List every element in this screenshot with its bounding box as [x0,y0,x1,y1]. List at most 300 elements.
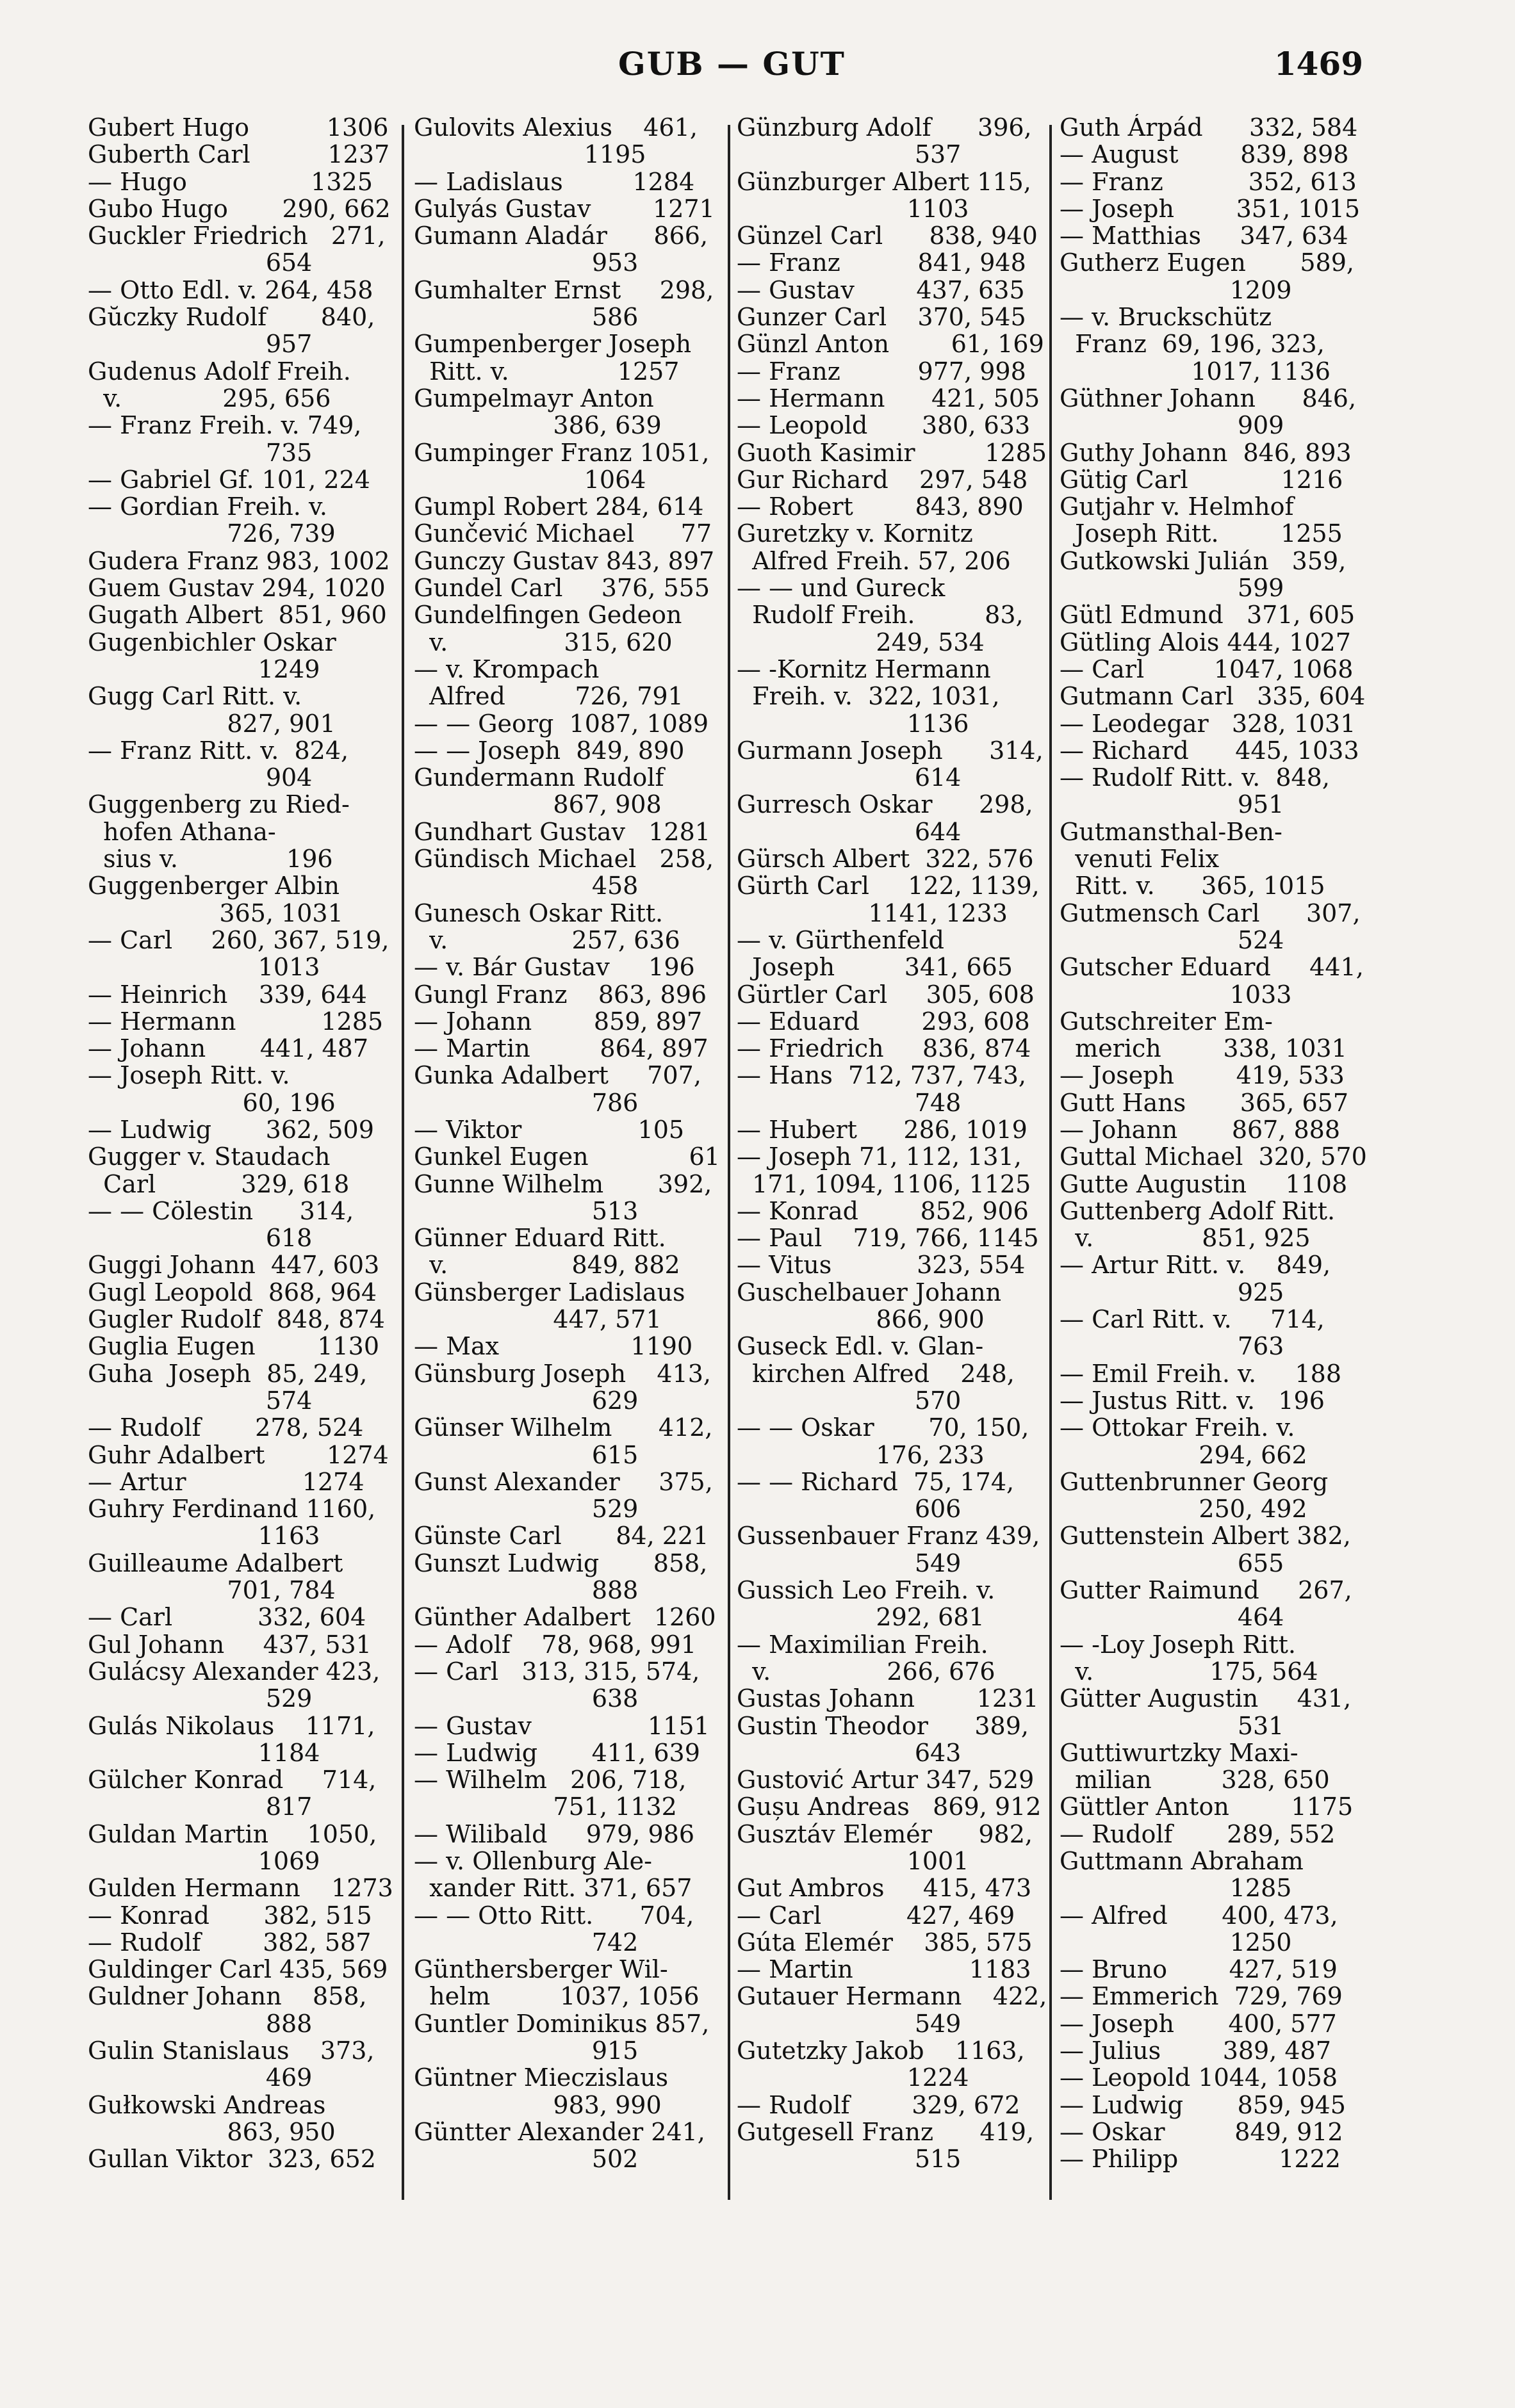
index-entry-line: Gütter Augustin 431, [1060,1684,1352,1713]
index-entry-line: Gurresch Oskar 298, [737,790,1033,819]
index-entry-line: — Rudolf Ritt. v. 848, [1060,763,1330,792]
index-entry-line: 537 [737,140,962,169]
index-entry-line: — -Kornitz Hermann [737,655,991,683]
index-entry-line: 176, 233 [737,1440,985,1469]
index-entry-line: Gugler Rudolf 848, 874 [88,1305,385,1334]
index-entry-line: — Carl 427, 469 [737,1901,1015,1930]
index-entry-line: — Johann 859, 897 [414,1007,703,1036]
index-entry-line: Gullan Viktor 323, 652 [88,2145,376,2174]
index-entry-line: xander Ritt. 371, 657 [414,1874,692,1903]
index-entry-line: — Hugo 1325 [88,167,373,196]
index-entry-line: milian 328, 650 [1060,1766,1330,1794]
index-entry-line: Gutgesell Franz 419, [737,2117,1035,2146]
index-entry-line: Gugl Leopold 868, 964 [88,1278,377,1306]
index-entry-line: — Franz Freih. v. 749, [88,411,362,440]
column-divider [1049,125,1052,2200]
index-entry-line: — Adolf 78, 968, 991 [414,1630,696,1659]
index-entry-line: — Ladislaus 1284 [414,167,695,196]
index-entry-line: 827, 901 [88,709,336,738]
index-entry-line: 925 [1060,1278,1284,1306]
index-entry-line: Gürtler Carl 305, 608 [737,980,1035,1009]
index-entry-line: 629 [414,1386,639,1415]
index-entry-line: 606 [737,1495,962,1524]
index-entry-line: Gutmann Carl 335, 604 [1060,682,1366,711]
index-entry-line: Gutter Raimund 267, [1060,1576,1352,1605]
index-entry-line: v. 315, 620 [414,628,673,656]
index-entry-line: 1224 [737,2063,969,2092]
index-entry-line: Ritt. v. 365, 1015 [1060,872,1325,900]
index-entry-line: hofen Athana- [88,817,276,846]
index-entry-line: 570 [737,1386,962,1415]
index-entry-line: 513 [414,1196,639,1225]
index-entry-line: kirchen Alfred 248, [737,1359,1015,1388]
index-entry-line: Güttler Anton 1175 [1060,1793,1354,1821]
index-entry-line: 464 [1060,1603,1284,1632]
index-entry-line: Guoth Kasimir 1285 [737,438,1047,467]
index-entry-line: 447, 571 [414,1305,662,1334]
index-entry-line: — Ludwig 362, 509 [88,1115,374,1144]
index-entry-line: Gündisch Michael 258, [414,845,714,874]
index-entry-line: sius v. 196 [88,845,333,874]
index-entry-line: v. 266, 676 [737,1657,995,1686]
index-entry-line: Guthy Johann 846, 893 [1060,438,1352,467]
index-entry-line: — v. Krompach [414,655,600,683]
index-entry-line: Gŭczky Rudolf 840, [88,303,375,332]
index-entry-line: 866, 900 [737,1305,985,1334]
index-entry-line: Guggi Johann 447, 603 [88,1251,380,1280]
index-entry-line: 1141, 1233 [737,899,1008,927]
index-entry-line: Gugger v. Staudach [88,1143,331,1171]
index-entry-line: 655 [1060,1549,1284,1577]
index-entry-line: Gunčević Michael 77 [414,519,712,548]
index-entry-line: — Johann 867, 888 [1060,1115,1341,1144]
index-entry-line: — Rudolf 382, 587 [88,1928,372,1956]
index-entry-line: — Ottokar Freih. v. [1060,1413,1295,1442]
index-entry-line: — Johann 441, 487 [88,1034,369,1063]
index-entry-line: Gumpl Robert 284, 614 [414,492,704,521]
index-entry-line: — Alfred 400, 473, [1060,1901,1338,1930]
index-entry-line: — Leopold 380, 633 [737,411,1031,440]
index-entry-line: — Hermann 421, 505 [737,384,1040,412]
index-entry-line: Gussenbauer Franz 439, [737,1522,1040,1550]
index-entry-line: 365, 1031 [88,899,343,927]
index-entry-line: Gürth Carl 122, 1139, [737,872,1040,900]
index-entry-line: — v. Ollenburg Ale- [414,1847,652,1875]
index-entry-line: Günzel Carl 838, 940 [737,222,1038,250]
index-entry-line: 386, 639 [414,411,662,440]
index-entry-line: v. 257, 636 [414,925,680,954]
index-entry-line: Gütl Edmund 371, 605 [1060,601,1355,630]
index-entry-line: Gunne Wilhelm 392, [414,1169,712,1198]
index-entry-line: — — Joseph 849, 890 [414,736,685,765]
index-entry-line: Guttal Michael 320, 570 [1060,1143,1367,1171]
index-entry-line: Günsberger Ladislaus [414,1278,685,1306]
page-number: 1469 [1273,45,1363,83]
index-entry-line: — Justus Ritt. v. 196 [1060,1386,1325,1415]
index-entry-line: Gugg Carl Ritt. v. [88,682,302,711]
page-header-title: GUB — GUT [618,45,846,83]
index-entry-line: — Viktor 105 [414,1115,685,1144]
index-entry-line: Guckler Friedrich 271, [88,222,386,250]
index-entry-line: v. 851, 925 [1060,1224,1311,1253]
index-entry-line: — Artur 1274 [88,1467,364,1496]
index-entry-line: Gutherz Eugen 589, [1060,248,1354,277]
index-entry-line: Gulás Nikolaus 1171, [88,1711,375,1740]
index-entry-line: Günther Adalbert 1260 [414,1603,716,1632]
index-entry-line: — Carl 332, 604 [88,1603,366,1632]
index-entry-line: 250, 492 [1060,1495,1307,1524]
index-entry-line: — Joseph 351, 1015 [1060,194,1361,223]
index-entry-line: Gur Richard 297, 548 [737,465,1028,494]
index-entry-line: Güntner Mieczislaus [414,2063,669,2092]
index-entry-line: — Martin 864, 897 [414,1034,708,1063]
index-entry-line: Guth Árpád 332, 584 [1060,114,1358,142]
index-entry-line: — Robert 843, 890 [737,492,1024,521]
index-entry-line: Guldner Johann 858, [88,1982,367,2011]
index-entry-line: — Heinrich 339, 644 [88,980,367,1009]
index-entry-line: 1250 [1060,1928,1292,1956]
index-entry-line: — Franz 841, 948 [737,248,1026,277]
index-entry-line: Gungl Franz 863, 896 [414,980,707,1009]
index-entry-line: Gutetzky Jakob 1163, [737,2037,1025,2065]
index-entry-line: 904 [88,763,313,792]
index-entry-line: Güntter Alexander 241, [414,2117,705,2146]
index-entry-line: 644 [737,817,962,846]
index-entry-line: — Max 1190 [414,1332,693,1361]
index-entry-line: 294, 662 [1060,1440,1307,1469]
index-entry-line: Gunka Adalbert 707, [414,1061,701,1090]
index-entry-line: 915 [414,2037,639,2065]
index-entry-line: — v. Bár Gustav 196 [414,953,695,982]
index-entry-line: Guilleaume Adalbert [88,1549,343,1577]
index-entry-line: Guggenberg zu Ried- [88,790,350,819]
index-entry-line: 643 [737,1738,962,1767]
index-entry-line: Guntler Dominikus 857, [414,2009,710,2038]
index-entry-line: Gütling Alois 444, 1027 [1060,628,1351,656]
index-entry-line: — — Oskar 70, 150, [737,1413,1029,1442]
index-entry-line: Günner Eduard Ritt. [414,1224,666,1253]
index-entry-line: Gudera Franz 983, 1002 [88,546,390,575]
index-entry-line: Guttenbrunner Georg [1060,1467,1329,1496]
index-entry-line: Gulovits Alexius 461, [414,114,698,142]
index-entry-line: — Rudolf 289, 552 [1060,1819,1336,1848]
index-entry-line: 469 [88,2063,313,2092]
index-entry-line: 726, 739 [88,519,336,548]
index-entry-line: — v. Gürthenfeld [737,925,944,954]
index-entry-line: Gutschreiter Em- [1060,1007,1273,1036]
index-entry-line: — Otto Edl. v. 264, 458 [88,275,373,304]
index-entry-line: 502 [414,2145,639,2174]
index-entry-line: Guglia Eugen 1130 [88,1332,380,1361]
index-entry-line: Günzburger Albert 115, [737,167,1031,196]
index-entry-line: 586 [414,303,639,332]
index-entry-line: Gumhalter Ernst 298, [414,275,714,304]
index-entry-line: Franz 69, 196, 323, [1060,330,1325,359]
index-entry-line: — Artur Ritt. v. 849, [1060,1251,1331,1280]
index-entry-line: Gubo Hugo 290, 662 [88,194,391,223]
index-entry-line: — Rudolf 329, 672 [737,2090,1020,2119]
index-entry-line: Guhr Adalbert 1274 [88,1440,389,1469]
index-entry-line: — — Georg 1087, 1089 [414,709,709,738]
index-entry-line: v. 295, 656 [88,384,331,412]
index-entry-line: — Carl Ritt. v. 714, [1060,1305,1325,1334]
index-entry-line: 817 [88,1793,313,1821]
index-entry-line: Günste Carl 84, 221 [414,1522,709,1550]
index-entry-line: Gul Johann 437, 531 [88,1630,372,1659]
index-entry-line: Gutauer Hermann 422, [737,1982,1047,2011]
index-entry-line: Gulácsy Alexander 423, [88,1657,381,1686]
index-entry-line: 615 [414,1440,639,1469]
index-entry-line: 888 [88,2009,313,2038]
index-entry-line: Gumann Aladár 866, [414,222,708,250]
index-entry-line: Alfred 726, 791 [414,682,684,711]
index-entry-line: 1285 [1060,1874,1292,1903]
index-entry-line: 888 [414,1576,639,1605]
index-entry-line: Guggenberger Albin [88,872,340,900]
index-entry-line: 249, 534 [737,628,985,656]
index-entry-line: 863, 950 [88,2117,336,2146]
index-entry-line: 983, 990 [414,2090,662,2119]
index-entry-line: — Joseph Ritt. v. [88,1061,290,1090]
index-entry-line: Gutjahr v. Helmhof [1060,492,1294,521]
index-entry-line: 549 [737,1549,962,1577]
index-entry-line: — Friedrich 836, 874 [737,1034,1031,1063]
index-entry-line: Günser Wilhelm 412, [414,1413,713,1442]
index-entry-line: Gúta Elemér 385, 575 [737,1928,1033,1956]
index-entry-line: Gunesch Oskar Ritt. [414,899,664,927]
index-entry-line: Gulin Stanislaus 373, [88,2037,375,2065]
index-entry-line: — Matthias 347, 634 [1060,222,1348,250]
index-entry-line: 951 [1060,790,1284,819]
index-entry-line: 1001 [737,1847,969,1875]
index-entry-line: 1033 [1060,980,1292,1009]
index-entry-line: — Konrad 382, 515 [88,1901,372,1930]
index-entry-line: — Vitus 323, 554 [737,1251,1026,1280]
index-entry-line: — Franz 352, 613 [1060,167,1357,196]
index-entry-line: Guttenberg Adolf Ritt. [1060,1196,1336,1225]
index-entry-line: — Bruno 427, 519 [1060,1955,1338,1984]
index-entry-line: Gulyás Gustav 1271 [414,194,715,223]
index-entry-line: 1249 [88,655,320,683]
index-entry-line: — Wilibald 979, 986 [414,1819,695,1848]
index-entry-line: Gut Ambros 415, 473 [737,1874,1032,1903]
index-entry-line: Gustin Theodor 389, [737,1711,1029,1740]
index-entry-line: 1136 [737,709,969,738]
column-1 [88,114,400,2199]
index-entry-line: Gugath Albert 851, 960 [88,601,387,630]
index-entry-line: Guttmann Abraham [1060,1847,1304,1875]
index-entry-line: Gunkel Eugen 61 [414,1143,720,1171]
index-entry-line: Gunczy Gustav 843, 897 [414,546,715,575]
index-entry-line: Gulden Hermann 1273 [88,1874,393,1903]
index-entry-line: merich 338, 1031 [1060,1034,1347,1063]
index-entry-line: 171, 1094, 1106, 1125 [737,1169,1031,1198]
index-entry-line: 654 [88,248,313,277]
index-entry-line: 748 [737,1088,962,1117]
index-entry-line: 909 [1060,411,1284,440]
index-entry-line: Guldan Martin 1050, [88,1819,377,1848]
index-entry-line: Gutt Hans 365, 657 [1060,1088,1348,1117]
index-entry-line: Guem Gustav 294, 1020 [88,574,386,603]
index-entry-line: Gustović Artur 347, 529 [737,1766,1035,1794]
index-entry-line: — Hermann 1285 [88,1007,384,1036]
index-entry-line: — Wilhelm 206, 718, [414,1766,687,1794]
index-entry-line: Gunst Alexander 375, [414,1467,713,1496]
index-entry-line: — Ludwig 859, 945 [1060,2090,1346,2119]
index-entry-line: — -Loy Joseph Ritt. [1060,1630,1296,1659]
index-entry-line: — Rudolf 278, 524 [88,1413,364,1442]
index-entry-line: Gumpelmayr Anton [414,384,654,412]
index-entry-line: 701, 784 [88,1576,336,1605]
index-entry-line: Günzl Anton 61, 169 [737,330,1044,359]
index-entry-line: Gutte Augustin 1108 [1060,1169,1348,1198]
index-entry-line: — Paul 719, 766, 1145 [737,1224,1039,1253]
index-entry-line: 531 [1060,1711,1284,1740]
index-entry-line: 867, 908 [414,790,662,819]
index-entry-line: Güthner Johann 846, [1060,384,1357,412]
index-entry-line: 292, 681 [737,1603,985,1632]
index-entry-line: 1184 [88,1738,320,1767]
index-entry-line: — — Otto Ritt. 704, [414,1901,694,1930]
index-entry-line: 1069 [88,1847,320,1875]
index-entry-line: 574 [88,1386,313,1415]
index-entry-line: 60, 196 [88,1088,336,1117]
index-entry-line: — Richard 445, 1033 [1060,736,1359,765]
index-entry-line: Gurmann Joseph 314, [737,736,1044,765]
index-entry-line: — Franz 977, 998 [737,357,1026,386]
index-entry-line: Gușu Andreas 869, 912 [737,1793,1042,1821]
index-entry-line: 599 [1060,574,1284,603]
index-entry-line: Guttiwurtzky Maxi- [1060,1738,1298,1767]
index-entry-line: Gułkowski Andreas [88,2090,326,2119]
index-entry-line: — August 839, 898 [1060,140,1349,169]
index-entry-line: 638 [414,1684,639,1713]
index-entry-line: — Konrad 852, 906 [737,1196,1029,1225]
index-entry-line: 529 [414,1495,639,1524]
index-entry-line: — Carl 1047, 1068 [1060,655,1354,683]
index-entry-line: Joseph Ritt. 1255 [1060,519,1343,548]
index-entry-line: 458 [414,872,639,900]
index-entry-line: Gussich Leo Freih. v. [737,1576,995,1605]
index-entry-line: 953 [414,248,639,277]
index-entry-line: v. 175, 564 [1060,1657,1318,1686]
index-entry-line: 614 [737,763,962,792]
index-entry-line: 751, 1132 [414,1793,677,1821]
index-entry-line: 742 [414,1928,639,1956]
index-entry-line: Gutmansthal-Ben- [1060,817,1282,846]
index-entry-line: Gunzer Carl 370, 545 [737,303,1026,332]
index-entry-line: 957 [88,330,313,359]
index-entry-line: Guberth Carl 1237 [88,140,390,169]
index-entry-line: — Maximilian Freih. [737,1630,988,1659]
index-entry-line: — Ludwig 411, 639 [414,1738,700,1767]
index-entry-line: 1195 [414,140,646,169]
index-entry-line: — Eduard 293, 608 [737,1007,1030,1036]
index-entry-line: Gutmensch Carl 307, [1060,899,1361,927]
index-entry-line: Gugenbichler Oskar [88,628,336,656]
index-entry-line: — Carl 313, 315, 574, [414,1657,700,1686]
index-entry-line: — Joseph 419, 533 [1060,1061,1345,1090]
index-entry-line: — Joseph 400, 577 [1060,2009,1337,2038]
column-2 [414,114,726,2199]
index-entry-line: venuti Felix [1060,845,1220,874]
column-3 [737,114,1049,2199]
index-entry-line: 1064 [414,465,646,494]
index-entry-line: Guldinger Carl 435, 569 [88,1955,388,1984]
index-entry-line: — Gustav 1151 [414,1711,710,1740]
index-entry-line: Gunszt Ludwig 858, [414,1549,708,1577]
index-entry-line: Gülcher Konrad 714, [88,1766,377,1794]
index-entry-line: Gusztáv Elemér 982, [737,1819,1033,1848]
index-entry-line: 618 [88,1224,313,1253]
index-entry-line: Gundhart Gustav 1281 [414,817,710,846]
index-entry-line: Joseph 341, 665 [737,953,1013,982]
index-entry-line: Guha Joseph 85, 249, [88,1359,368,1388]
index-entry-line: Guttenstein Albert 382, [1060,1522,1351,1550]
index-entry-line: 524 [1060,925,1284,954]
index-entry-line: Günsburg Joseph 413, [414,1359,711,1388]
index-entry-line: Gundelfingen Gedeon [414,601,682,630]
index-entry-line: Gubert Hugo 1306 [88,114,389,142]
index-entry-line: — Gabriel Gf. 101, 224 [88,465,370,494]
index-entry-line: helm 1037, 1056 [414,1982,700,2011]
index-entry-line: Rudolf Freih. 83, [737,601,1024,630]
index-entry-line: — — Richard 75, 174, [737,1467,1015,1496]
index-entry-line: v. 849, 882 [414,1251,680,1280]
index-entry-line: 1163 [88,1522,320,1550]
index-entry-line: — Leodegar 328, 1031 [1060,709,1356,738]
index-entry-line: Günthersberger Wil- [414,1955,668,1984]
index-entry-line: 735 [88,438,313,467]
index-entry-line: Gundel Carl 376, 555 [414,574,710,603]
index-entry-line: 786 [414,1088,639,1117]
column-4 [1060,114,1380,2199]
index-entry-line: Gütig Carl 1216 [1060,465,1343,494]
index-entry-line: Guretzky v. Kornitz [737,519,973,548]
index-entry-line: — Leopold 1044, 1058 [1060,2063,1338,2092]
index-entry-line: Guseck Edl. v. Glan- [737,1332,984,1361]
index-entry-line: 515 [737,2145,962,2174]
index-entry-line: Guhry Ferdinand 1160, [88,1495,376,1524]
index-entry-line: Gürsch Albert 322, 576 [737,845,1034,874]
index-entry-line: — — Cölestin 314, [88,1196,354,1225]
index-entry-line: Guschelbauer Johann [737,1278,1002,1306]
index-entry-line: 1013 [88,953,320,982]
index-entry-line: Ritt. v. 1257 [414,357,680,386]
index-entry-line: Freih. v. 322, 1031, [737,682,1000,711]
index-entry-line: Günzburg Adolf 396, [737,114,1032,142]
index-entry-line: Gumpinger Franz 1051, [414,438,710,467]
index-entry-line: — Hubert 286, 1019 [737,1115,1028,1144]
column-divider [728,125,730,2200]
index-entry-line: 1209 [1060,275,1292,304]
index-entry-line: — Martin 1183 [737,1955,1031,1984]
index-entry-line: — Oskar 849, 912 [1060,2117,1343,2146]
index-entry-line: Gumpenberger Joseph [414,330,692,359]
index-entry-line: — Philipp 1222 [1060,2145,1341,2174]
index-entry-line: — v. Bruckschütz [1060,303,1272,332]
index-entry-line: 1017, 1136 [1060,357,1331,386]
index-entry-line: — Hans 712, 737, 743, [737,1061,1026,1090]
index-entry-line: — Emil Freih. v. 188 [1060,1359,1342,1388]
index-entry-line: — Emmerich 729, 769 [1060,1982,1343,2011]
index-entry-line: — Franz Ritt. v. 824, [88,736,349,765]
index-entry-line: — Joseph 71, 112, 131, [737,1143,1022,1171]
index-entry-line: 1103 [737,194,969,223]
index-entry-line: Alfred Freih. 57, 206 [737,546,1011,575]
index-entry-line: — — und Gureck [737,574,946,603]
index-entry-line: — Carl 260, 367, 519, [88,925,389,954]
